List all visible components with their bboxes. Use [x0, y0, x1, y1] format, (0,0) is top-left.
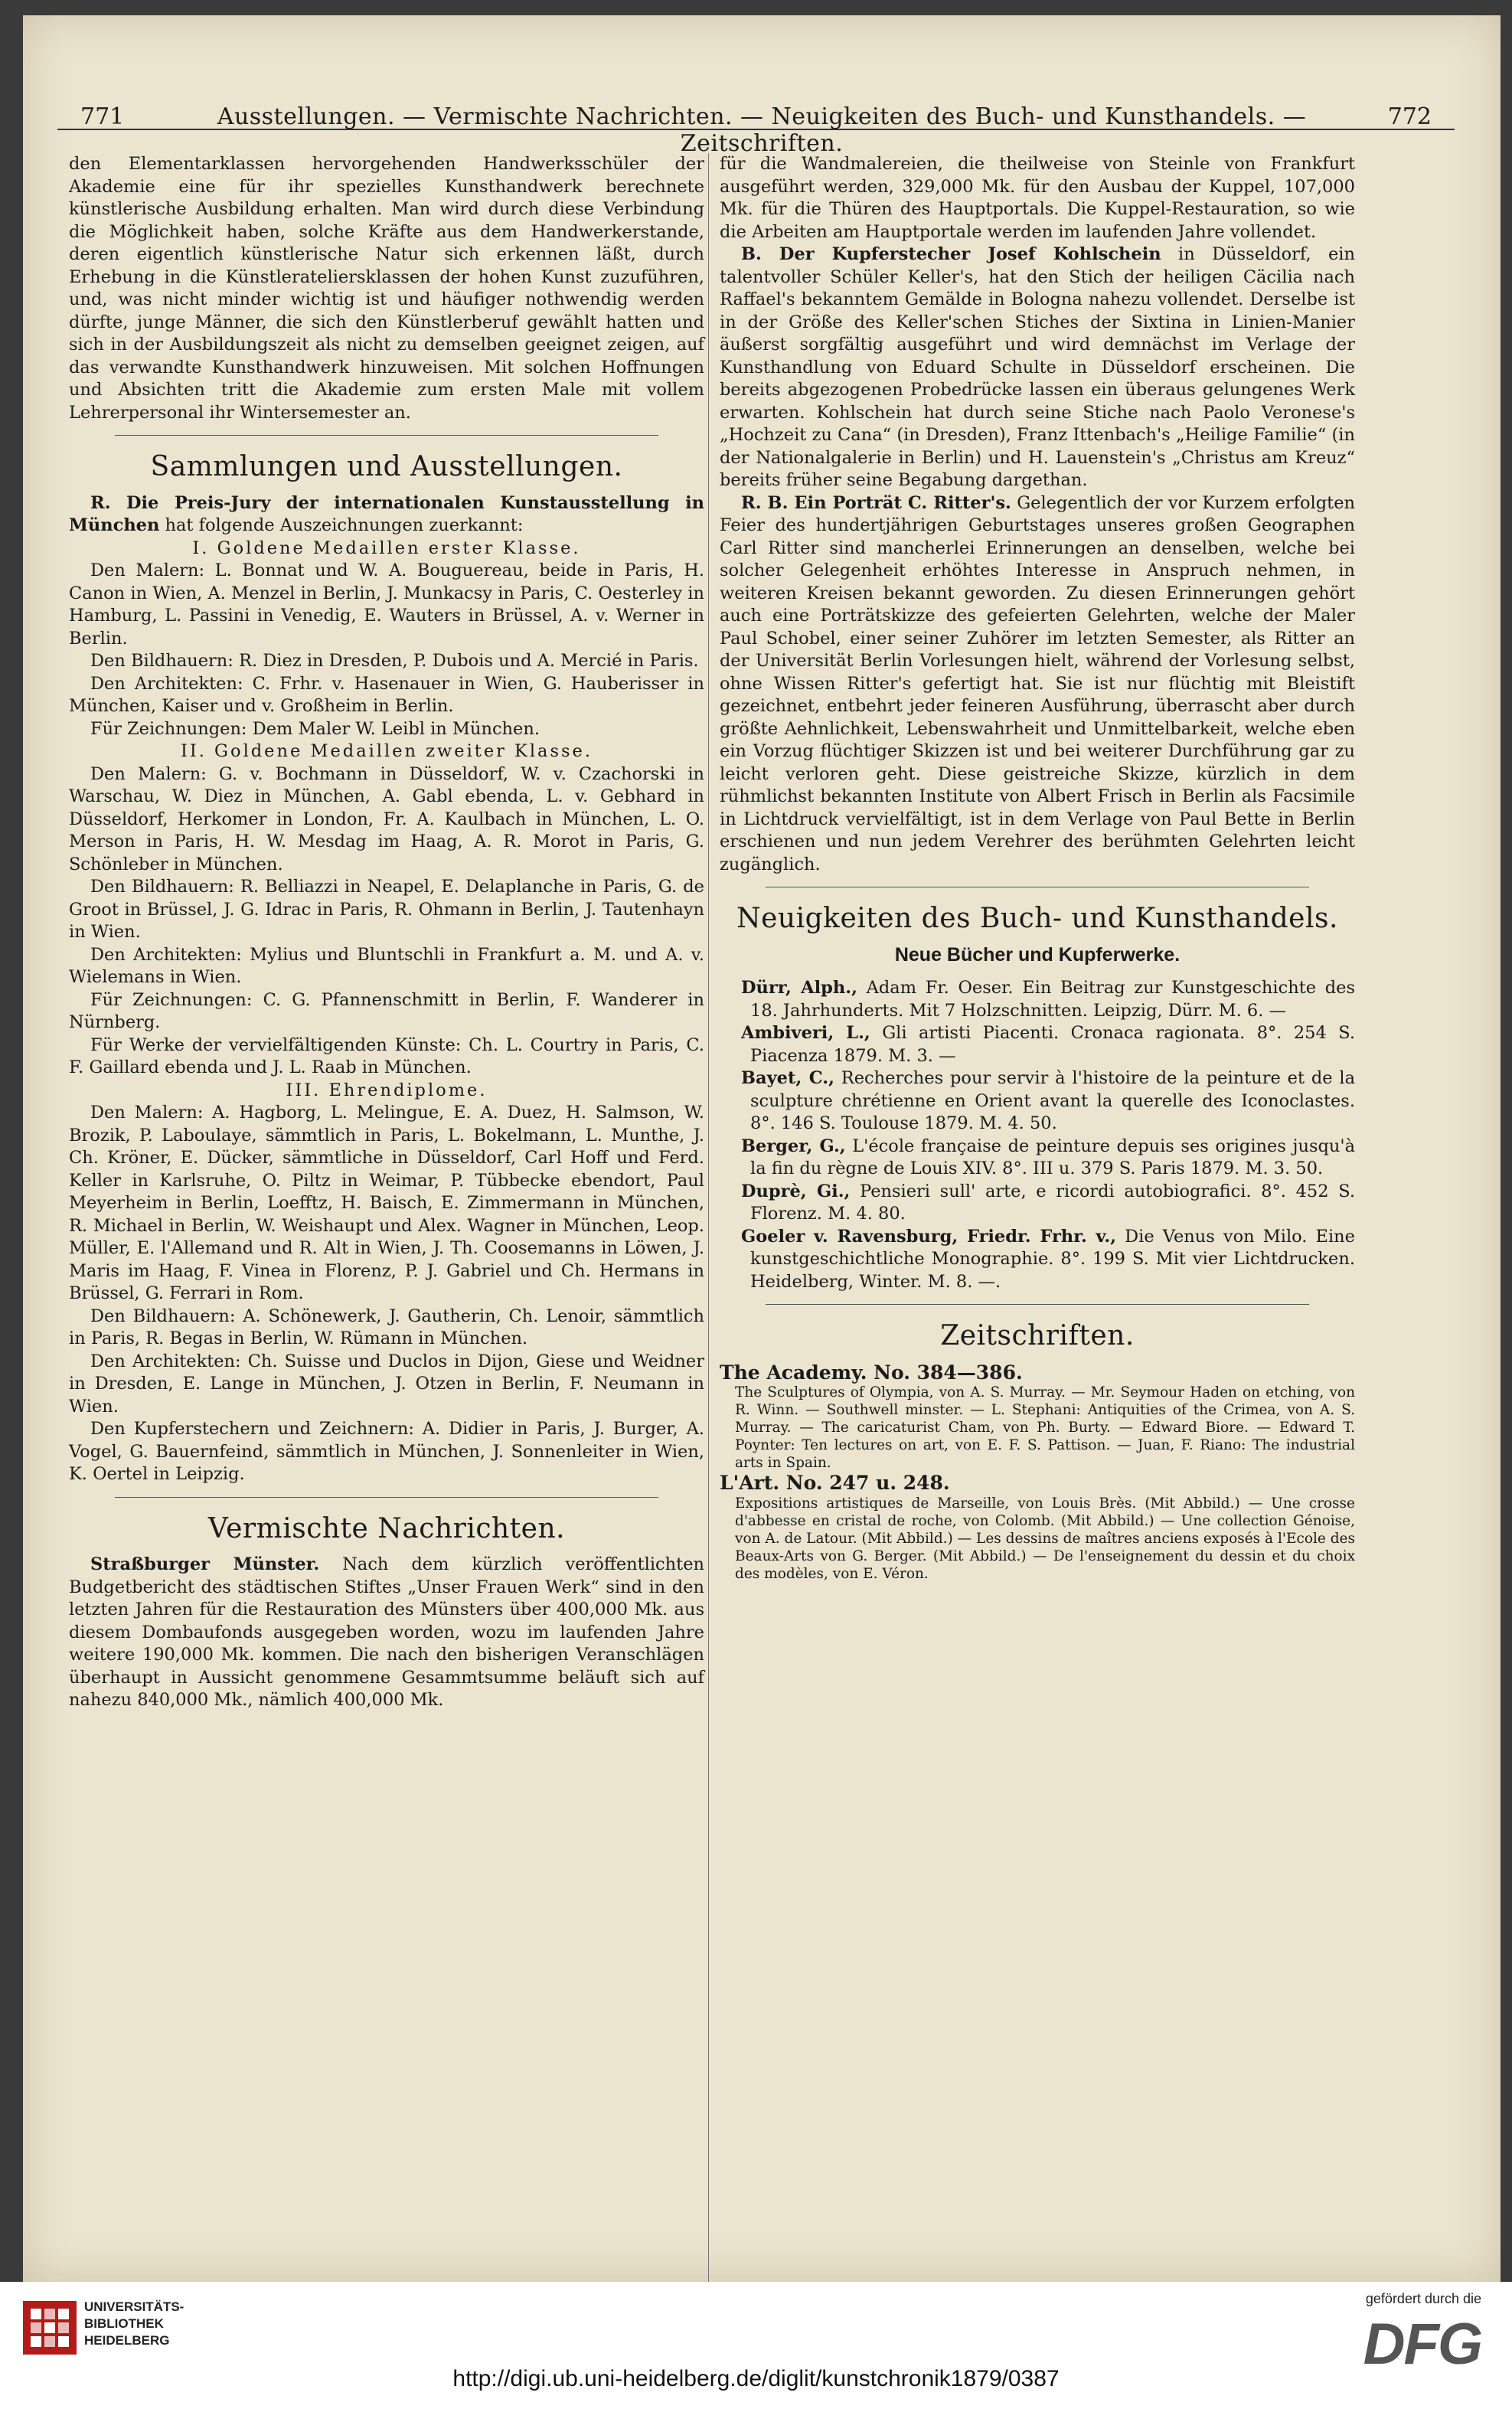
journal-contents: The Sculptures of Olympia, von A. S. Murray. — Mr. Seymour Haden on etching, von R. Winn. — Southwell minster. — L. Stephani: Antiquities of the Crimea, von A. S. Murray. — The caricaturist Cham, von Ph. Burty. — Edward Biore. — Edward T. Poynter: Ten lectures on art, von E. F. S. Pattison. — Juan, F. Riano: The industrial arts in Spain. [735, 1384, 1355, 1471]
class3-sculptors: Den Bildhauern: A. Schönewerk, J. Gautherin, Ch. Lenoir, sämmtlich in Paris, R. Begas in Berlin, W. Rümann in München. [69, 1306, 704, 1348]
section-subtitle-books: Neue Bücher und Kupferwerke. [894, 943, 1181, 966]
jury-lead: R. Die Preis-Jury der internationalen Kunstausstellung in München [69, 492, 704, 535]
running-header: Ausstellungen. — Vermischte Nachrichten. — Neuigkeiten des Buch- und Kunsthandels. — Zeitschriften. [217, 103, 1307, 157]
book-author: Ambiveri, L., [741, 1023, 870, 1043]
funding-note: gefördert durch die [1365, 2291, 1481, 2306]
class1-sculptors: Den Bildhauern: R. Diez in Dresden, P. Dubois und A. Mercié in Paris. [90, 651, 699, 671]
book-author: Bayet, C., [741, 1068, 834, 1088]
book-text: L'école française de peinture depuis ses origines jusqu'à la fin du règne de Louis XIV. 8°. III u. 379 S. Paris 1879. M. 3. 50. [750, 1136, 1355, 1178]
book-text: Adam Fr. Oeser. Ein Beitrag zur Kunstgeschichte des 18. Jahrhunderts. Mit 7 Holzschnitten. Leipzig, Dürr. M. 6. — [750, 978, 1356, 1021]
strassburg-lead: Straßburger Münster. [90, 1554, 320, 1574]
book-author: Berger, G., [741, 1136, 846, 1156]
left-column [69, 153, 704, 1712]
ritter-paragraph [720, 492, 1355, 877]
book-author: Dürr, Alph., [741, 978, 857, 998]
book-list [720, 977, 1355, 1293]
intro-paragraph: den Elementarklassen hervorgehenden Handwerksschüler der Akademie eine für ihr spezielles Kunsthandwerk berechnete künstlerische Ausbildung erhalten. Man wird durch diese Verbindung die Möglichkeit haben, solche Kräfte aus dem Handwerkerstande, deren eigentlich künstlerische Natur sich erkennen läßt, durch Erhebung in die Künstlerateliersklassen der hohen Kunst zuzuführen, und, was nicht minder wichtig ist und häufiger nothwendig werden dürfte, junge Männer, die sich den Künstlerberuf gewählt hatten und sich in der Ausbildungszeit als nicht zu demselben geeignet zeigen, auf das verwandte Kunsthandwerk hinzuweisen. Mit solchen Hoffnungen und Absichten tritt die Akademie zum ersten Male mit vollem Lehrerpersonal ihr Wintersemester an. [69, 154, 704, 423]
section-rule [115, 1497, 658, 1498]
book-entry [720, 1136, 1355, 1181]
ritter-lead: R. B. Ein Porträt C. Ritter's. [741, 492, 1011, 513]
kohlschein-text: in Düsseldorf, ein talentvoller Schüler Keller's, hat den Stich der heiligen Cäcilia nach Raffael's bekanntem Gemälde in Bologna nahezu vollendet. Derselbe ist in der Größe des Keller'schen Stiches der Sixtina in Linien-Manier äußerst sorgfältig ausgeführt und wird demnächst im Verlage der Kunsthandlung von Eduard Schulte in Düsseldorf erscheinen. Die bereits abgezogenen Probedrücke lassen ein überaus gelungenes Werk erwarten. Kohlschein hat durch seine Stiche nach Paolo Veronese's „Hochzeit zu Cana“ (in Dresden), Franz Ittenbach's „Heilige Familie“ (in der Nationalgalerie in Berlin) und H. Lauenstein's „Christus am Kreuz“ bereits früher seine Begabung dargethan. [720, 244, 1355, 490]
class2-reproductions: Für Werke der vervielfältigenden Künste: Ch. L. Courtry in Paris, C. F. Gaillard ebenda und J. L. Raab in München. [69, 1034, 704, 1077]
kohlschein-paragraph [720, 243, 1355, 492]
library-name: UNIVERSITÄTS- BIBLIOTHEK HEIDELBERG [84, 2299, 185, 2348]
section-rule [115, 435, 658, 436]
book-text: Pensieri sull' arte, e ricordi autobiografici. 8°. 452 S. Florenz. M. 4. 80. [750, 1181, 1355, 1224]
dfg-logo: DFG [1363, 2312, 1481, 2377]
kohlschein-lead: B. Der Kupferstecher Josef Kohlschein [741, 244, 1161, 264]
footer-bar [0, 2282, 1512, 2412]
strassburg-text: Nach dem kürzlich veröffentlichten Budgetbericht des städtischen Stiftes „Unser Frauen Werk“ sind in den letzten Jahren für die Restauration des Münsters über 400,000 Mk. aus diesem Dombaufonds ausgegeben worden, wozu im laufenden Jahre weitere 190,000 Mk. kommen. Die nach den bisherigen Veranschlägen überhaupt in Aussicht genommene Gesammtsumme beläuft sich auf nahezu 840,000 Mk., nämlich 400,000 Mk. [69, 1554, 704, 1710]
book-entry [720, 1022, 1355, 1067]
university-library-logo [23, 2301, 77, 2355]
class1-painters: Den Malern: L. Bonnat und W. A. Bouguereau, beide in Paris, H. Canon in Wien, A. Menzel in Berlin, J. Munkacsy in Paris, C. Oesterley in Hamburg, L. Passini in Venedig, E. Wauters in Brüssel, A. v. Werner in Berlin. [69, 561, 704, 649]
section-title-vermischte: Vermischte Nachrichten. [207, 1512, 566, 1544]
section-title-zeitschriften: Zeitschriften. [940, 1320, 1135, 1351]
class2-architects: Den Architekten: Mylius und Bluntschli in Frankfurt a. M. und A. v. Wielemans in Wien. [69, 944, 704, 987]
book-text: Die Venus von Milo. Eine kunstgeschichtliche Monographie. 8°. 199 S. Mit vier Lichtdrucken. Heidelberg, Winter. M. 8. —. [750, 1226, 1355, 1292]
section-title-neuigkeiten: Neuigkeiten des Buch- und Kunsthandels. [736, 903, 1338, 934]
journal-contents: Expositions artistiques de Marseille, von Louis Brès. (Mit Abbild.) — Une crosse d'abbesse en cristal de roche, von Colomb. (Mit Abbild.) — Une collection Génoise, von A. de Latour. (Mit Abbild.) — Les dessins de maîtres anciens exposés à l'Ecole des Beaux-Arts von G. Berger. (Mit Abbild.) — De l'enseignement du dessin et du choix des modèles, von E. Véron. [735, 1495, 1355, 1582]
class1-title: I. Goldene Medaillen erster Klasse. [192, 538, 581, 558]
book-entry [720, 1181, 1355, 1226]
class2-title: II. Goldene Medaillen zweiter Klasse. [180, 741, 593, 761]
page-number-right: 772 [1387, 103, 1432, 130]
strassburg-paragraph [69, 1554, 704, 1712]
continued-paragraph: für die Wandmalereien, die theilweise von Steinle von Frankfurt ausgeführt werden, 329,000 Mk. für den Ausbau der Kuppel, 107,000 Mk. für die Thüren des Hauptportals. Die Kuppel-Restauration, so wie die Arbeiten am Hauptportale werden im laufenden Jahre vollendet. [720, 154, 1355, 242]
journal-title: L'Art. No. 247 u. 248. [720, 1472, 950, 1494]
book-author: Goeler v. Ravensburg, Friedr. Frhr. v., [741, 1226, 1117, 1247]
class3-title: III. Ehrendiplome. [286, 1080, 488, 1100]
section-title-sammlungen: Sammlungen und Ausstellungen. [150, 451, 623, 482]
class1-drawings: Für Zeichnungen: Dem Maler W. Leibl in München. [90, 718, 540, 739]
book-text: Gli artisti Piacenti. Cronaca ragionata. 8°. 254 S. Piacenza 1879. M. 3. — [750, 1023, 1355, 1066]
book-entry [720, 1226, 1355, 1294]
journal-title: The Academy. No. 384—386. [720, 1361, 1023, 1384]
class2-painters: Den Malern: G. v. Bochmann in Düsseldorf, W. v. Czachorski in Warschau, W. Diez in München, A. Gabl ebenda, L. v. Gebhard in Düsseldorf, Herkomer in London, Fr. A. Kaulbach in München, L. O. Merson in Paris, H. W. Mesdag im Haag, A. R. Morot in Paris, G. Schönleber in München. [69, 763, 704, 874]
book-entry [720, 1067, 1355, 1136]
book-text: Recherches pour servir à l'histoire de la peinture et de la sculpture chrétienne en Orient avant la querelle des Iconoclastes. 8°. 146 S. Toulouse 1879. M. 4. 50. [750, 1068, 1356, 1133]
right-column [720, 153, 1355, 1583]
page-number-left: 771 [80, 103, 125, 130]
book-entry [720, 977, 1355, 1022]
class3-architects: Den Architekten: Ch. Suisse und Duclos in Dijon, Giese und Weidner in Dresden, E. Lange in München, J. Otzen in Berlin, F. Neumann in Wien. [69, 1351, 704, 1417]
class3-engravers: Den Kupferstechern und Zeichnern: A. Didier in Paris, J. Burger, A. Vogel, G. Bauernfeind, sämmtlich in München, J. Sonnenleiter in Wien, K. Oertel in Leipzig. [69, 1419, 704, 1484]
source-url-link[interactable]: http://digi.ub.uni-heidelberg.de/diglit/kunstchronik1879/0387 [452, 2366, 1060, 2391]
jury-rest: hat folgende Auszeichnungen zuerkannt: [165, 515, 524, 535]
class2-drawings: Für Zeichnungen: C. G. Pfannenschmitt in Berlin, F. Wanderer in Nürnberg. [69, 989, 704, 1032]
class1-architects: Den Architekten: C. Frhr. v. Hasenauer in Wien, G. Hauberisser in München, Kaiser und v. Großheim in Berlin. [69, 673, 704, 716]
ritter-text: Gelegentlich der vor Kurzem erfolgten Feier des hundertjährigen Geburtstages unseres großen Geographen Carl Ritter sind mancherlei Erinnerungen an denselben, welche bei solcher Gelegenheit erhöhtes Interesse in Anspruch nehmen, in weiteren Kreisen bekannt geworden. Zu diesen Erinnerungen gehört auch eine Porträtskizze des gefeierten Gelehrten, welche der Maler Paul Schobel, einer seiner Zuhörer im letzten Semester, als Ritter an der Universität Berlin Vorlesungen hielt, während der Vorlesung selbst, ohne Wissen Ritter's gefertigt hat. Sie ist nur flüchtig mit Bleistift gezeichnet, entbehrt jeder feineren Ausführung, überrascht aber durch größte Aehnlichkeit, Lebenswahrheit und Unmittelbarkeit, welche eben ein Vorzug flüchtiger Skizzen ist und bei weiterer Durchführung gar zu leicht verloren geht. Diese geistreiche Skizze, kürzlich in dem rühmlichst bekannten Institute von Albert Frisch in Berlin als Facsimile in Lichtdruck vervielfältigt, ist in dem Verlage von Paul Bette in Berlin erschienen und nun jedem Verehrer des berühmten Gelehrten leicht zugänglich. [720, 492, 1356, 874]
section-rule [766, 1304, 1309, 1305]
column-divider [708, 153, 709, 2320]
class2-sculptors: Den Bildhauern: R. Belliazzi in Neapel, E. Delaplanche in Paris, G. de Groot in Brüssel, J. G. Idrac in Paris, R. Ohmann in Berlin, J. Tautenhayn in Wien. [69, 877, 704, 942]
jury-paragraph [69, 492, 704, 538]
header-rule [57, 129, 1455, 130]
class3-painters: Den Malern: A. Hagborg, L. Melingue, E. A. Duez, H. Salmson, W. Brozik, P. Laboulaye, sämmtlich in Paris, L. Bokelmann, L. Munthe, J. Ch. Kröner, E. Dücker, sämmtliche in Düsseldorf, Carl Hoff und Ferd. Keller in Karlsruhe, O. Piltz in Weimar, P. Tübbecke ebendort, Paul Meyerheim in Berlin, Loefftz, H. Baisch, E. Zimmermann in München, R. Michael in Berlin, W. Weishaupt und Alex. Wagner in München, Leop. Müller, E. l'Allemand und R. Alt in Wien, J. Th. Coosemanns in Löwen, J. Maris im Haag, F. Vinea in Florenz, P. J. Gabriel und Ch. Hermans in Brüssel, G. Ferrari in Rom. [69, 1103, 704, 1303]
book-author: Duprè, Gi., [741, 1181, 851, 1201]
